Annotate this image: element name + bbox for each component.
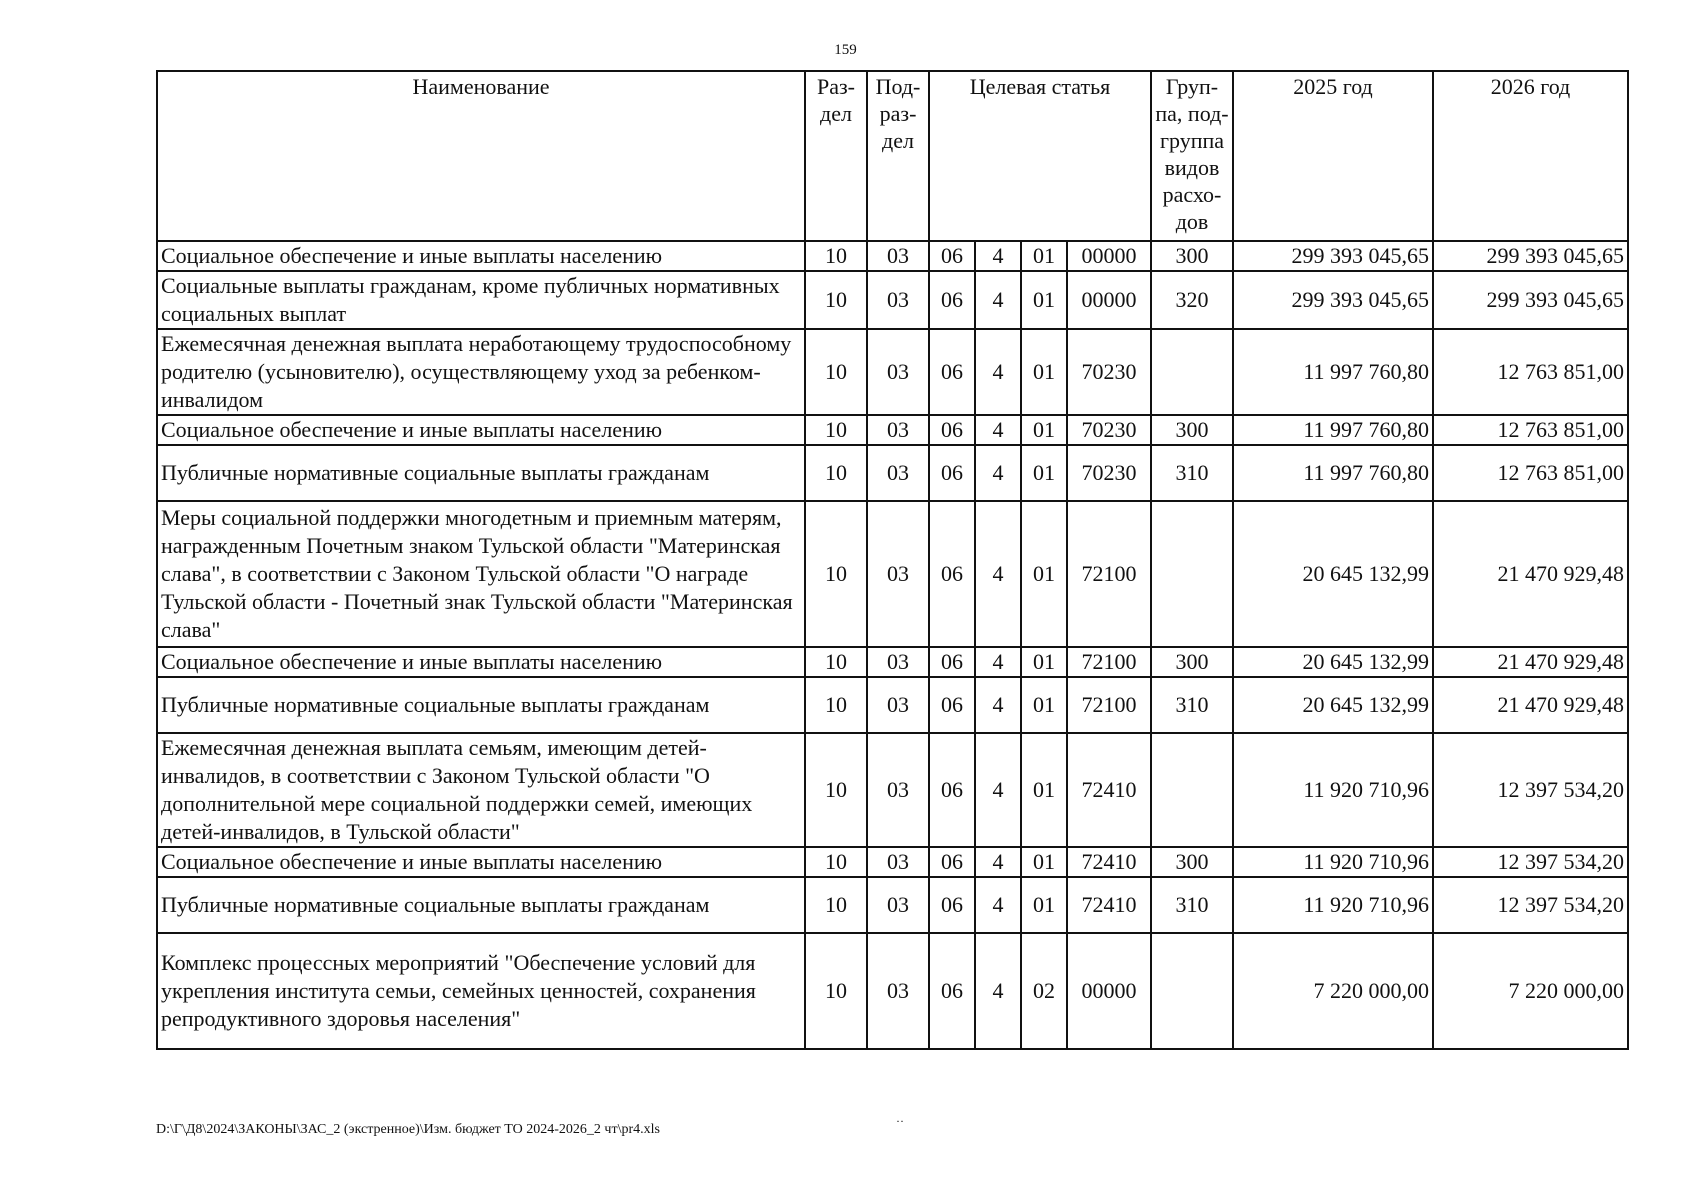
table-row xyxy=(157,647,1628,677)
row-tselevaya-3: 01 xyxy=(1021,329,1067,415)
row-podrazdel: 03 xyxy=(867,733,929,847)
budget-table xyxy=(156,70,1629,1050)
row-podrazdel: 03 xyxy=(867,933,929,1049)
row-amount-2026: 12 397 534,20 xyxy=(1433,877,1628,933)
row-tselevaya-4: 00000 xyxy=(1067,933,1151,1049)
row-name: Социальное обеспечение и иные выплаты населению xyxy=(157,847,805,877)
row-razdel: 10 xyxy=(805,501,867,647)
row-amount-2025: 11 997 760,80 xyxy=(1233,415,1433,445)
row-name: Ежемесячная денежная выплата семьям, имеющим детей-инвалидов, в соответствии с Законом Тульской области "О дополнительной мере социальной поддержки семей, имеющих детей-инвалидов, в Тульской области" xyxy=(157,733,805,847)
footer-mark: ·· xyxy=(896,1114,904,1128)
table-row xyxy=(157,733,1628,847)
row-amount-2025: 11 997 760,80 xyxy=(1233,445,1433,501)
header-podrazdel: Под-раз-дел xyxy=(867,71,929,241)
row-vid-raskhodov: 310 xyxy=(1151,677,1233,733)
row-name: Публичные нормативные социальные выплаты гражданам xyxy=(157,677,805,733)
row-podrazdel: 03 xyxy=(867,877,929,933)
row-tselevaya-4: 72410 xyxy=(1067,877,1151,933)
row-razdel: 10 xyxy=(805,445,867,501)
row-vid-raskhodov: 300 xyxy=(1151,647,1233,677)
row-razdel: 10 xyxy=(805,933,867,1049)
row-podrazdel: 03 xyxy=(867,847,929,877)
row-vid-raskhodov: 300 xyxy=(1151,415,1233,445)
row-tselevaya-2: 4 xyxy=(975,241,1021,271)
table-row xyxy=(157,329,1628,415)
row-razdel: 10 xyxy=(805,847,867,877)
row-tselevaya-4: 72100 xyxy=(1067,647,1151,677)
row-amount-2026: 299 393 045,65 xyxy=(1433,271,1628,329)
row-amount-2025: 11 997 760,80 xyxy=(1233,329,1433,415)
header-tselevaya-statya: Целевая статья xyxy=(929,71,1151,241)
row-razdel: 10 xyxy=(805,647,867,677)
row-name: Социальное обеспечение и иные выплаты населению xyxy=(157,647,805,677)
row-tselevaya-4: 72410 xyxy=(1067,847,1151,877)
row-tselevaya-1: 06 xyxy=(929,415,975,445)
row-amount-2025: 11 920 710,96 xyxy=(1233,847,1433,877)
table-row xyxy=(157,677,1628,733)
row-tselevaya-3: 01 xyxy=(1021,877,1067,933)
table-row xyxy=(157,445,1628,501)
row-amount-2026: 12 763 851,00 xyxy=(1433,415,1628,445)
row-razdel: 10 xyxy=(805,241,867,271)
header-razdel: Раз-дел xyxy=(805,71,867,241)
row-vid-raskhodov xyxy=(1151,933,1233,1049)
table-body xyxy=(157,241,1628,1049)
row-tselevaya-4: 70230 xyxy=(1067,445,1151,501)
row-tselevaya-1: 06 xyxy=(929,677,975,733)
row-tselevaya-4: 72100 xyxy=(1067,677,1151,733)
row-tselevaya-4: 00000 xyxy=(1067,271,1151,329)
row-vid-raskhodov xyxy=(1151,501,1233,647)
row-tselevaya-3: 01 xyxy=(1021,415,1067,445)
row-amount-2025: 7 220 000,00 xyxy=(1233,933,1433,1049)
row-name: Социальное обеспечение и иные выплаты населению xyxy=(157,241,805,271)
row-tselevaya-2: 4 xyxy=(975,271,1021,329)
row-vid-raskhodov: 310 xyxy=(1151,877,1233,933)
row-podrazdel: 03 xyxy=(867,501,929,647)
row-amount-2026: 12 763 851,00 xyxy=(1433,445,1628,501)
row-razdel: 10 xyxy=(805,677,867,733)
row-amount-2025: 20 645 132,99 xyxy=(1233,647,1433,677)
row-vid-raskhodov xyxy=(1151,733,1233,847)
row-tselevaya-3: 01 xyxy=(1021,647,1067,677)
row-tselevaya-3: 01 xyxy=(1021,733,1067,847)
table-row xyxy=(157,933,1628,1049)
row-podrazdel: 03 xyxy=(867,241,929,271)
row-tselevaya-4: 72410 xyxy=(1067,733,1151,847)
header-year-2025: 2025 год xyxy=(1233,71,1433,241)
row-tselevaya-2: 4 xyxy=(975,733,1021,847)
row-name: Меры социальной поддержки многодетным и приемным матерям, награжденным Почетным знаком Тульской области "Материнская слава", в соответствии с Законом Тульской области "О награде Тульской области - Почетный знак Тульской области "Материнская слава" xyxy=(157,501,805,647)
row-podrazdel: 03 xyxy=(867,329,929,415)
row-amount-2026: 299 393 045,65 xyxy=(1433,241,1628,271)
row-tselevaya-2: 4 xyxy=(975,677,1021,733)
row-tselevaya-1: 06 xyxy=(929,933,975,1049)
row-vid-raskhodov: 300 xyxy=(1151,241,1233,271)
row-amount-2025: 20 645 132,99 xyxy=(1233,677,1433,733)
row-amount-2026: 21 470 929,48 xyxy=(1433,501,1628,647)
row-name: Социальные выплаты гражданам, кроме публичных нормативных социальных выплат xyxy=(157,271,805,329)
row-amount-2026: 21 470 929,48 xyxy=(1433,647,1628,677)
row-amount-2026: 21 470 929,48 xyxy=(1433,677,1628,733)
row-podrazdel: 03 xyxy=(867,677,929,733)
row-razdel: 10 xyxy=(805,329,867,415)
row-tselevaya-1: 06 xyxy=(929,877,975,933)
row-tselevaya-2: 4 xyxy=(975,933,1021,1049)
row-tselevaya-4: 70230 xyxy=(1067,329,1151,415)
table-row xyxy=(157,847,1628,877)
row-razdel: 10 xyxy=(805,415,867,445)
table-row xyxy=(157,241,1628,271)
row-tselevaya-2: 4 xyxy=(975,647,1021,677)
row-tselevaya-1: 06 xyxy=(929,847,975,877)
row-amount-2025: 299 393 045,65 xyxy=(1233,271,1433,329)
file-path-footer: D:\Г\Д8\2024\ЗАКОНЫ\ЗАС_2 (экстренное)\Изм. бюджет ТО 2024-2026_2 чт\pr4.xls xyxy=(156,1122,660,1137)
row-amount-2025: 11 920 710,96 xyxy=(1233,733,1433,847)
row-amount-2026: 7 220 000,00 xyxy=(1433,933,1628,1049)
row-tselevaya-1: 06 xyxy=(929,501,975,647)
row-tselevaya-1: 06 xyxy=(929,445,975,501)
row-name: Комплекс процессных мероприятий "Обеспечение условий для укрепления института семьи, семейных ценностей, сохранения репродуктивного здоровья населения" xyxy=(157,933,805,1049)
row-amount-2025: 299 393 045,65 xyxy=(1233,241,1433,271)
row-tselevaya-4: 00000 xyxy=(1067,241,1151,271)
row-tselevaya-2: 4 xyxy=(975,415,1021,445)
row-tselevaya-1: 06 xyxy=(929,329,975,415)
row-tselevaya-3: 01 xyxy=(1021,271,1067,329)
row-name: Ежемесячная денежная выплата неработающему трудоспособному родителю (усыновителю), осуществляющему уход за ребенком-инвалидом xyxy=(157,329,805,415)
row-tselevaya-1: 06 xyxy=(929,271,975,329)
row-tselevaya-3: 01 xyxy=(1021,677,1067,733)
header-year-2026: 2026 год xyxy=(1433,71,1628,241)
row-name: Публичные нормативные социальные выплаты гражданам xyxy=(157,877,805,933)
row-podrazdel: 03 xyxy=(867,647,929,677)
header-name: Наименование xyxy=(157,71,805,241)
row-podrazdel: 03 xyxy=(867,271,929,329)
row-tselevaya-2: 4 xyxy=(975,847,1021,877)
row-tselevaya-2: 4 xyxy=(975,877,1021,933)
row-tselevaya-3: 01 xyxy=(1021,847,1067,877)
table-header-row xyxy=(157,71,1628,241)
table-row xyxy=(157,501,1628,647)
row-amount-2026: 12 763 851,00 xyxy=(1433,329,1628,415)
row-name: Публичные нормативные социальные выплаты гражданам xyxy=(157,445,805,501)
row-tselevaya-1: 06 xyxy=(929,733,975,847)
row-amount-2026: 12 397 534,20 xyxy=(1433,733,1628,847)
header-gruppa-vidov-raskhodov: Груп-па, под-группа видов расхо-дов xyxy=(1151,71,1233,241)
row-amount-2025: 11 920 710,96 xyxy=(1233,877,1433,933)
row-razdel: 10 xyxy=(805,733,867,847)
row-vid-raskhodov: 320 xyxy=(1151,271,1233,329)
row-tselevaya-2: 4 xyxy=(975,329,1021,415)
row-tselevaya-1: 06 xyxy=(929,647,975,677)
page-number: 159 xyxy=(834,42,857,58)
row-tselevaya-4: 72100 xyxy=(1067,501,1151,647)
row-tselevaya-2: 4 xyxy=(975,501,1021,647)
row-vid-raskhodov: 310 xyxy=(1151,445,1233,501)
row-tselevaya-3: 01 xyxy=(1021,241,1067,271)
row-podrazdel: 03 xyxy=(867,415,929,445)
row-tselevaya-3: 01 xyxy=(1021,501,1067,647)
row-amount-2025: 20 645 132,99 xyxy=(1233,501,1433,647)
row-name: Социальное обеспечение и иные выплаты населению xyxy=(157,415,805,445)
row-vid-raskhodov: 300 xyxy=(1151,847,1233,877)
table-row xyxy=(157,877,1628,933)
row-tselevaya-3: 01 xyxy=(1021,445,1067,501)
row-tselevaya-3: 02 xyxy=(1021,933,1067,1049)
table-row xyxy=(157,271,1628,329)
row-vid-raskhodov xyxy=(1151,329,1233,415)
row-podrazdel: 03 xyxy=(867,445,929,501)
row-razdel: 10 xyxy=(805,271,867,329)
table-row xyxy=(157,415,1628,445)
row-tselevaya-2: 4 xyxy=(975,445,1021,501)
row-razdel: 10 xyxy=(805,877,867,933)
row-tselevaya-1: 06 xyxy=(929,241,975,271)
row-amount-2026: 12 397 534,20 xyxy=(1433,847,1628,877)
row-tselevaya-4: 70230 xyxy=(1067,415,1151,445)
